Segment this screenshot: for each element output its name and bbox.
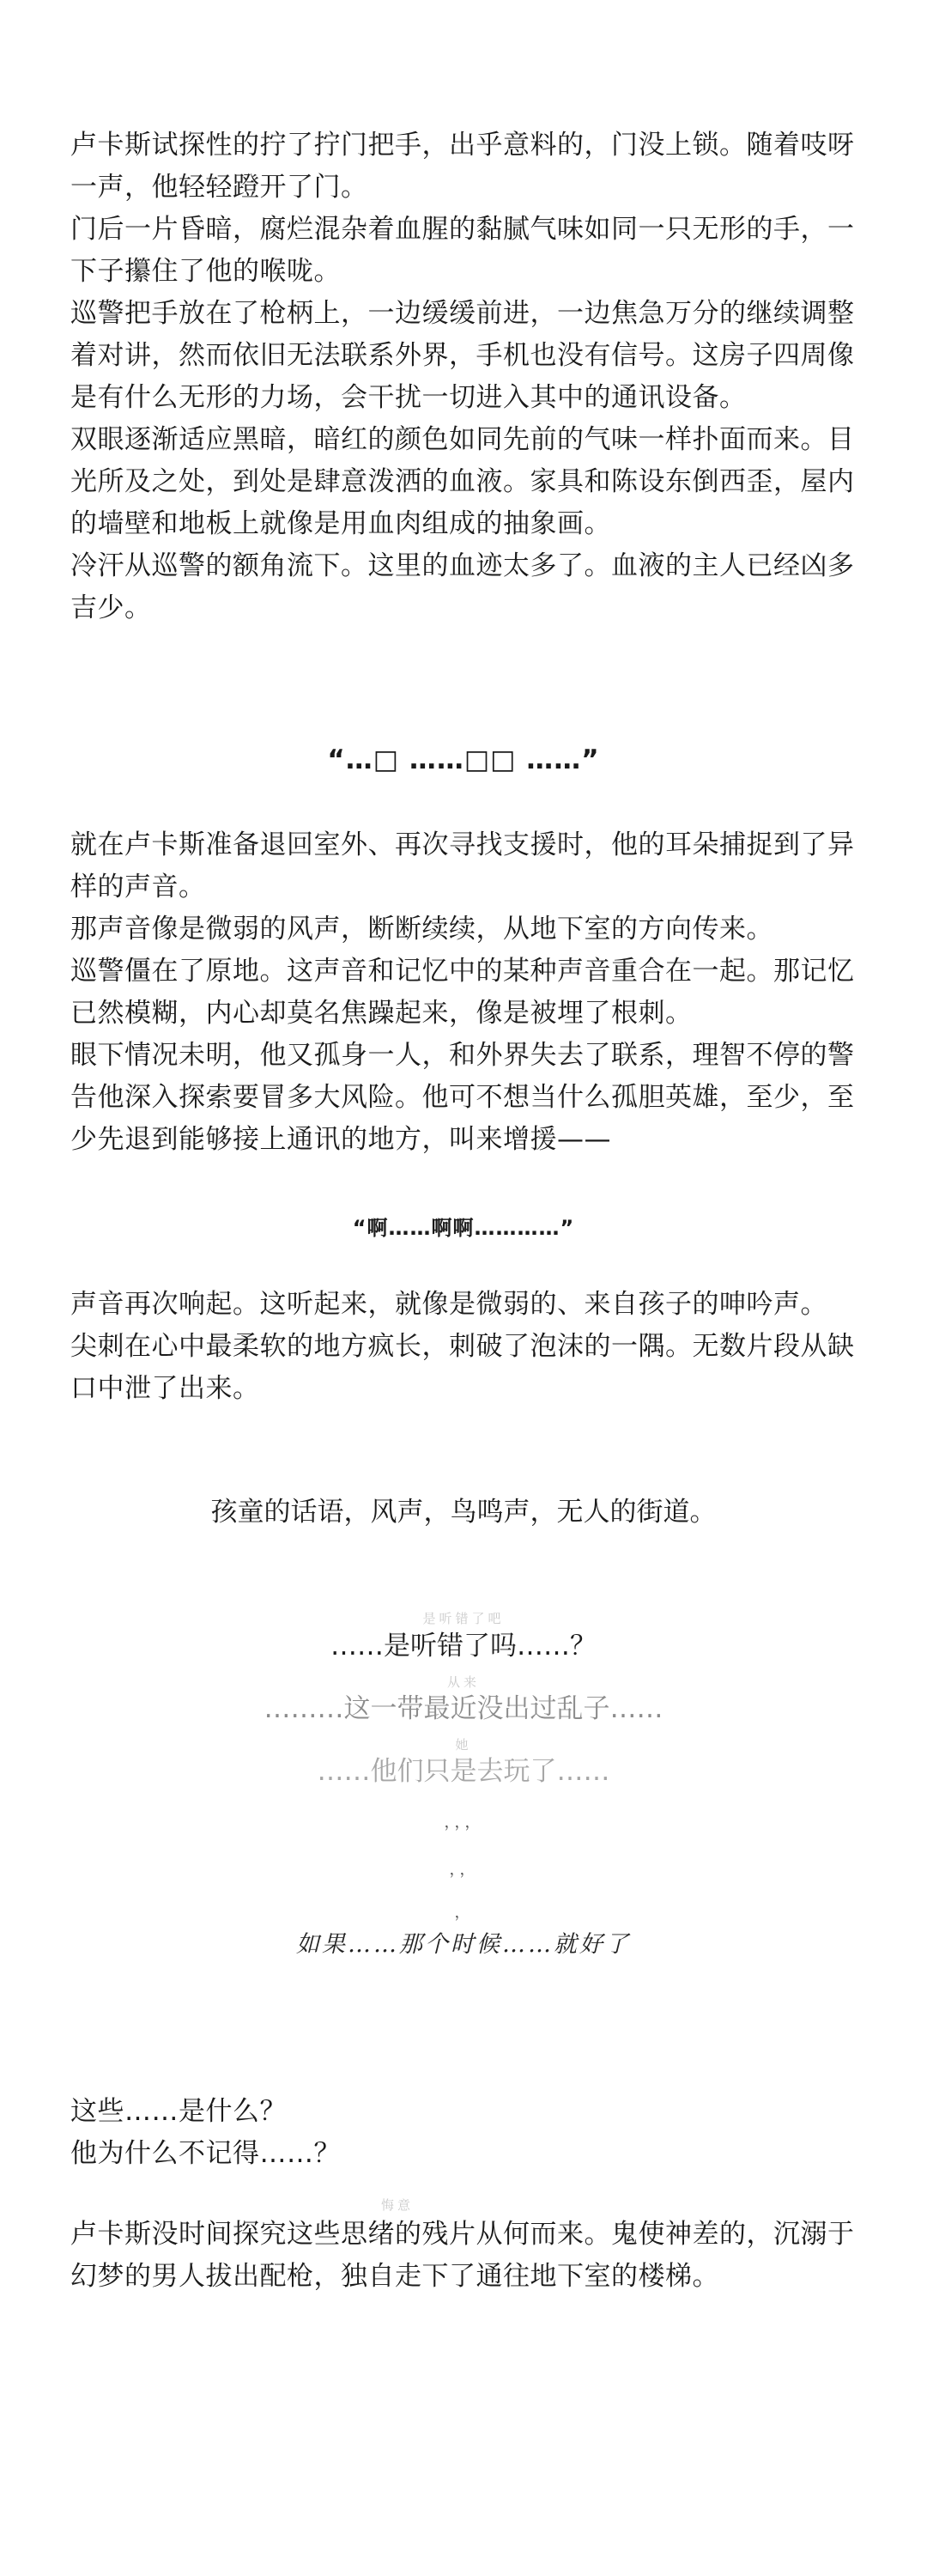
fading-dots-1: ，，，: [444, 1814, 483, 1832]
memory-line-4: 如果……那个时候……就好了: [296, 1931, 631, 1958]
text-section-3: [70, 1284, 857, 1410]
fading-dots-3: ，: [454, 1904, 473, 1922]
text-section-5: [70, 2214, 857, 2298]
paragraph: 就在卢卡斯准备退回室外、再次寻找支援时，他的耳朵捕捉到了异样的声音。: [70, 829, 855, 902]
paragraph: 这些……是什么？: [70, 2096, 287, 2127]
paragraph: 他为什么不记得……？: [70, 2138, 341, 2169]
memory-line-3: ……他们只是去玩了……: [317, 1756, 610, 1787]
paragraph: 卢卡斯没时间探究这些思绪的残片从何而来。鬼使神差的，沉溺于幻梦的男人拔出配枪，独自走下了通往地下室的楼梯。: [70, 2219, 855, 2292]
fading-dots-2: ，，: [449, 1861, 478, 1879]
paragraph: 眼下情况未明，他又孤身一人，和外界失去了联系，理智不停的警告他深入探索要冒多大风险。他可不想当什么孤胆英雄，至少，至少先退到能够接上通讯的地方，叫来增援——: [70, 1040, 855, 1155]
memory-annotation-2: 从来: [446, 1674, 480, 1690]
paragraph: 门后一片昏暗，腐烂混杂着血腥的黏腻气味如同一只无形的手，一下子攥住了他的喉咙。: [70, 214, 855, 287]
paragraph: 那声音像是微弱的风声，断断续续，从地下室的方向传来。: [70, 914, 773, 945]
text-section-2: [70, 824, 857, 1161]
final-annotation: 悔意: [380, 2197, 414, 2213]
memory-annotation-1: 是听错了吧: [422, 1611, 505, 1626]
memory-line-1: ……是听错了吗……？: [330, 1631, 597, 1662]
paragraph: 声音再次响起。这听起来，就像是微弱的、来自孩子的呻吟声。: [70, 1289, 827, 1320]
paragraph: 冷汗从巡警的额角流下。这里的血迹太多了。血液的主人已经凶多吉少。: [70, 550, 855, 623]
muffled-dialog-1: “…□ ……□□ ……”: [327, 744, 600, 775]
memory-line-2: ………这一带最近没出过乱子……: [264, 1693, 663, 1724]
paragraph: 双眼逐渐适应黑暗，暗红的颜色如同先前的气味一样扑面而来。目光所及之处，到处是肆意泼洒的血液。家具和陈设东倒西歪，屋内的墙壁和地板上就像是用血肉组成的抽象画。: [70, 424, 855, 539]
memory-annotation-3: 她: [455, 1737, 472, 1753]
paragraph: 巡警僵在了原地。这声音和记忆中的某种声音重合在一起。那记忆已然模糊，内心却莫名焦躁起来，像是被埋了根刺。: [70, 956, 855, 1029]
text-section-4: [70, 2091, 857, 2175]
text-section-1: [70, 125, 857, 629]
moan-dialog-2: “啊……啊啊…………”: [352, 1216, 575, 1240]
paragraph: 尖刺在心中最柔软的地方疯长，刺破了泡沫的一隅。无数片段从缺口中泄了出来。: [70, 1331, 855, 1404]
paragraph: 巡警把手放在了枪柄上，一边缓缓前进，一边焦急万分的继续调整着对讲，然而依旧无法联系外界，手机也没有信号。这房子四周像是有什么无形的力场，会干扰一切进入其中的通讯设备。: [70, 298, 855, 413]
paragraph: 卢卡斯试探性的拧了拧门把手，出乎意料的，门没上锁。随着吱呀一声，他轻轻蹬开了门。: [70, 130, 855, 203]
center-line: 孩童的话语，风声，鸟鸣声，无人的街道。: [210, 1497, 717, 1528]
